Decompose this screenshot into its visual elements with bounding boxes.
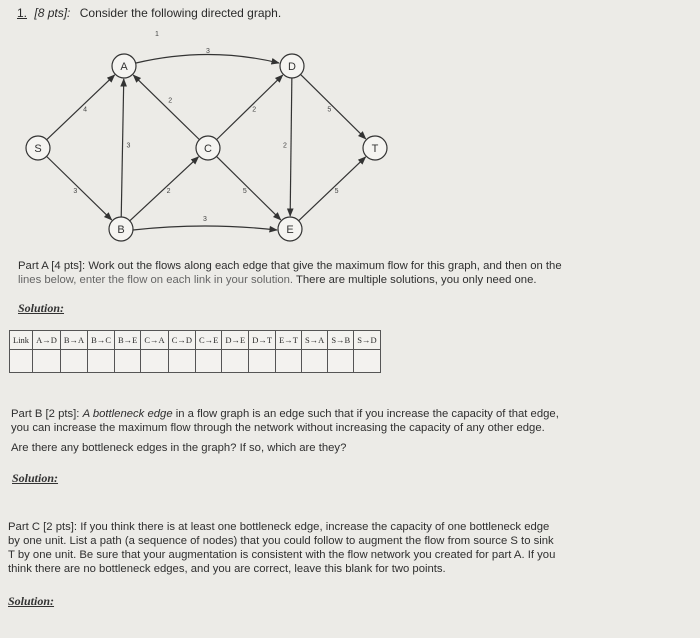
- table-value-cell[interactable]: [115, 350, 141, 373]
- question-points: [8 pts]:: [34, 6, 71, 20]
- edge-capacity-label: 2: [283, 142, 287, 150]
- table-value-cell[interactable]: [328, 350, 354, 373]
- node-label: T: [371, 142, 379, 155]
- node-a: [112, 54, 136, 78]
- table-value-cell[interactable]: [141, 350, 168, 373]
- node-b: [109, 217, 133, 241]
- edge-s-a: [47, 75, 115, 140]
- node-label: C: [204, 142, 212, 155]
- directed-graph: [0, 0, 700, 250]
- part-c-solution-label: Solution:: [8, 594, 55, 608]
- node-label: D: [288, 60, 296, 73]
- part-c-text: [8, 520, 693, 576]
- edge-capacity-label: 3: [126, 142, 131, 150]
- table-value-cell[interactable]: [88, 350, 115, 373]
- question-prompt: Consider the following directed graph.: [79, 6, 282, 20]
- edge-a-d: [136, 55, 279, 64]
- table-value-cell[interactable]: [249, 350, 276, 373]
- node-e: [278, 217, 302, 241]
- part-c-line-3: T by one unit. Be sure that your augmentation is consistent with the flow network you created for part A. If you: [8, 549, 556, 561]
- table-value-cell[interactable]: [10, 350, 33, 373]
- edge-c-a: [133, 75, 199, 140]
- flow-table-value-row: [10, 350, 381, 373]
- part-b-line-1c: in a flow graph is an edge such that if you increase the capacity of that edge,: [172, 408, 559, 420]
- edge-b-a: [121, 79, 124, 217]
- part-b-term: A bottleneck edge: [82, 408, 173, 420]
- table-value-cell[interactable]: [222, 350, 249, 373]
- table-value-cell[interactable]: [354, 350, 380, 373]
- table-value-cell[interactable]: [33, 350, 61, 373]
- part-c-line-2: by one unit. List a path (a sequence of nodes) that you could follow to augment the flow from source S to sink: [8, 535, 554, 547]
- table-header-cell: D→E: [222, 331, 249, 350]
- table-header-cell: B→C: [88, 331, 115, 350]
- node-d: [280, 54, 304, 78]
- edge-capacity-label: 3: [73, 187, 78, 195]
- part-b-line-1a: Part B [2 pts]:: [11, 408, 83, 420]
- part-a-line-2: [18, 273, 688, 287]
- table-header-cell: E→T: [276, 331, 302, 350]
- table-header-cell: S→D: [354, 331, 380, 350]
- part-a-solution-label: Solution:: [18, 301, 65, 315]
- part-c-line-1: Part C [2 pts]: If you think there is at least one bottleneck edge, increase the capacity of one bottleneck edge: [8, 521, 550, 533]
- edge-capacity-label: 2: [168, 97, 173, 105]
- table-header-cell: B→E: [115, 331, 141, 350]
- edge-c-d: [217, 75, 283, 140]
- edge-capacity-label: 3: [203, 216, 207, 223]
- edge-capacity-label: 5: [334, 187, 339, 195]
- part-c-line-4: think there are no bottleneck edges, and you are correct, leave this blank for two points.: [8, 563, 446, 575]
- node-t: [363, 136, 387, 160]
- part-a-line-2a: lines below, enter the flow on each link in your solution.: [18, 274, 294, 286]
- edge-e-t: [299, 157, 366, 221]
- node-s: [26, 136, 50, 160]
- edge-c-e: [217, 156, 281, 219]
- node-label: E: [286, 223, 294, 236]
- flow-table: [9, 330, 381, 373]
- part-a-line-2b: There are multiple solutions, you only need one.: [293, 274, 537, 286]
- table-header-cell: D→T: [249, 331, 276, 350]
- part-a-text: [18, 259, 688, 287]
- question-number: 1.: [17, 6, 28, 20]
- edge-capacity-label: 4: [83, 106, 88, 114]
- table-header-link: Link: [10, 331, 33, 350]
- edge-capacity-label: 1: [155, 31, 159, 38]
- table-header-cell: B→A: [60, 331, 87, 350]
- table-header-cell: C→D: [168, 331, 195, 350]
- table-value-cell[interactable]: [196, 350, 222, 373]
- part-b-line-1: [11, 407, 691, 421]
- node-c: [196, 136, 220, 160]
- table-header-cell: C→A: [141, 331, 168, 350]
- table-header-cell: S→B: [328, 331, 354, 350]
- part-b-line-3: Are there any bottleneck edges in the graph? If so, which are they?: [11, 442, 347, 454]
- edge-d-t: [301, 74, 366, 138]
- node-label: B: [117, 223, 125, 236]
- edge-capacity-label: 5: [242, 187, 247, 195]
- edge-capacity-label: 3: [206, 48, 210, 55]
- node-label: A: [120, 60, 128, 73]
- edge-capacity-label: 2: [252, 106, 257, 114]
- table-value-cell[interactable]: [168, 350, 195, 373]
- part-b-text: [11, 407, 691, 455]
- edge-b-e: [133, 226, 277, 230]
- table-value-cell[interactable]: [60, 350, 87, 373]
- flow-table-header-row: [10, 331, 381, 350]
- node-label: S: [34, 142, 42, 155]
- edge-capacity-label: 5: [327, 106, 332, 114]
- part-b-line-2: you can increase the maximum flow through the network without increasing the capacity of any other edge.: [11, 422, 545, 434]
- part-a-line-1: Part A [4 pts]: Work out the flows along each edge that give the maximum flow for this graph, and then on the: [18, 260, 562, 272]
- table-value-cell[interactable]: [301, 350, 327, 373]
- table-header-cell: C→E: [196, 331, 222, 350]
- edge-s-b: [47, 156, 112, 220]
- part-b-solution-label: Solution:: [12, 471, 59, 485]
- table-header-cell: S→A: [301, 331, 327, 350]
- graph-nodes: [26, 54, 387, 241]
- edge-b-c: [130, 157, 199, 221]
- edge-d-e: [290, 78, 292, 216]
- table-header-cell: A→D: [33, 331, 61, 350]
- table-value-cell[interactable]: [276, 350, 302, 373]
- edge-capacity-label: 2: [166, 187, 171, 195]
